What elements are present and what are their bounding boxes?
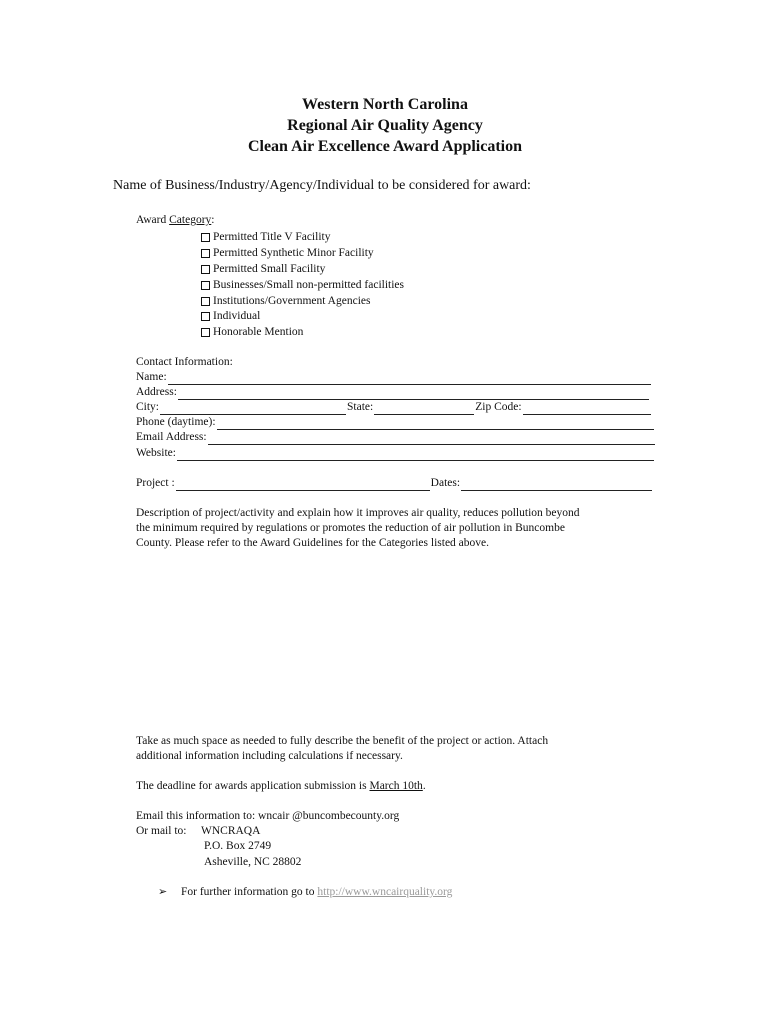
website-field[interactable] [177,449,654,461]
email-instruction: Email this information to: wncair @buncombecounty.org [136,810,400,822]
category-label: Honorable Mention [213,326,304,339]
checkbox[interactable] [201,249,210,258]
space-note-line: additional information including calculations if necessary. [136,750,403,762]
category-label: Institutions/Government Agencies [213,294,371,307]
space-note-line: Take as much space as needed to fully describe the benefit of the project or action. Attach [136,735,549,747]
checkbox[interactable] [201,233,210,242]
email-label: Email Address: [136,431,207,443]
award-label-suffix: : [211,214,215,226]
contact-heading: Contact Information: [136,356,233,368]
email-row [136,430,656,445]
title-line-2: Regional Air Quality Agency [287,117,483,134]
category-label: Permitted Small Facility [213,262,326,275]
dates-field[interactable] [461,479,652,491]
name-label: Name: [136,371,167,383]
category-option[interactable] [201,246,404,262]
checkbox[interactable] [201,328,210,337]
space-note-paragraph [136,734,548,764]
category-label: Permitted Synthetic Minor Facility [213,247,374,260]
name-prompt: Name of Business/Industry/Agency/Individual to be considered for award: [113,178,531,193]
checkbox[interactable] [201,312,210,321]
website-link[interactable]: http://www.wncairquality.org [317,886,453,898]
category-option[interactable] [201,277,404,293]
mail-po-box: P.O. Box 2749 [204,840,272,852]
project-row [136,476,653,491]
award-category-label [136,213,214,228]
description-line: Description of project/activity and explain how it improves air quality, reduces pollution beyond [136,507,580,519]
name-row [136,370,652,385]
name-field[interactable] [168,373,651,385]
category-label: Individual [213,310,261,323]
category-label: Permitted Title V Facility [213,231,331,244]
state-label: State: [347,401,374,413]
email-field[interactable] [208,433,655,445]
description-paragraph [136,506,580,551]
deadline-text [136,779,426,794]
category-option[interactable] [201,262,404,278]
city-field[interactable] [160,403,346,415]
address-label: Address: [136,386,177,398]
mail-city-zip: Asheville, NC 28802 [204,856,302,868]
checkbox[interactable] [201,265,210,274]
further-info [181,885,452,900]
checkbox[interactable] [201,281,210,290]
category-option[interactable] [201,309,404,325]
project-field[interactable] [176,479,430,491]
document-title [0,94,770,157]
title-line-3: Clean Air Excellence Award Application [247,138,523,155]
website-label: Website: [136,447,176,459]
phone-row [136,415,655,430]
mail-label: Or mail to: [136,825,187,837]
dates-label: Dates: [430,477,461,489]
zip-label: Zip Code: [475,401,522,413]
zip-field[interactable] [523,403,651,415]
mail-org: WNCRAQA [201,825,261,837]
deadline-prefix: The deadline for awards application submission is [136,780,370,792]
further-info-text: For further information go to [181,886,318,898]
category-option[interactable] [201,325,404,341]
website-row [136,446,655,461]
phone-field[interactable] [217,418,654,430]
title-line-1: Western North Carolina [302,96,468,113]
category-option[interactable] [201,293,404,309]
award-label-prefix: Award [136,214,170,226]
project-label: Project : [136,477,175,489]
arrow-bullet-icon: ➢ [158,885,168,898]
state-field[interactable] [374,403,474,415]
checkbox[interactable] [201,297,210,306]
address-field[interactable] [178,388,649,400]
city-state-zip-row [136,400,652,415]
category-label: Businesses/Small non-permitted facilities [213,278,404,291]
city-label: City: [136,401,160,413]
deadline-suffix: . [422,780,426,792]
award-label-category: Category [169,214,212,226]
category-list [201,230,404,341]
phone-label: Phone (daytime): [136,416,216,428]
description-line: County. Please refer to the Award Guidelines for the Categories listed above. [136,537,490,549]
category-option[interactable] [201,230,404,246]
deadline-date: March 10th [369,780,423,792]
description-line: the minimum required by regulations or promotes the reduction of air pollution in Buncombe [136,522,565,534]
address-row [136,385,650,400]
